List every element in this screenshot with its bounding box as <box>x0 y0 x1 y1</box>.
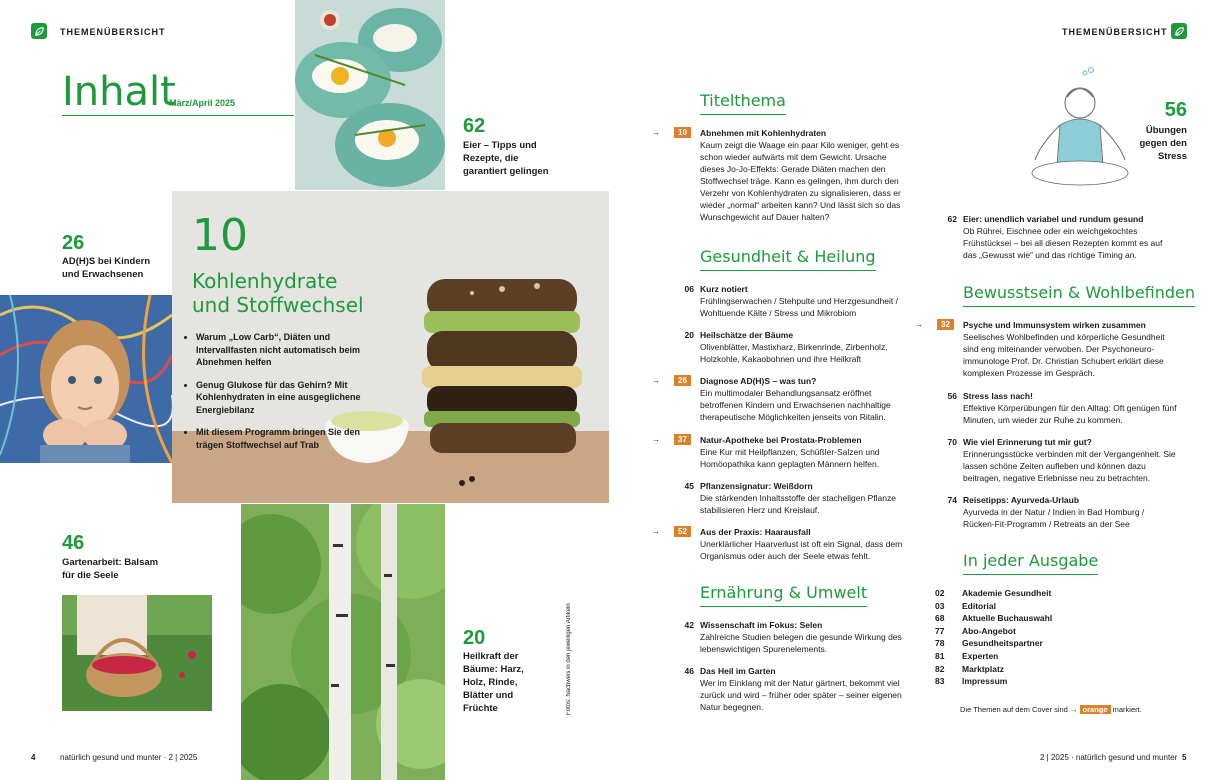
stress-page-number: 56 <box>1164 99 1187 121</box>
section-ernaehrung: Ernährung & Umwelt <box>700 583 867 607</box>
stress-teaser: Übungen gegen den Stress <box>1139 125 1187 162</box>
cover-page-badge: 52 <box>674 526 691 537</box>
right-section-header: THEMENÜBERSICHT <box>1062 27 1168 37</box>
feature-bullet: • Mit diesem Programm bringen Sie den trägen Stoffwechsel auf Trab <box>196 426 361 451</box>
right-footer-text: 2 | 2025 · natürlich gesund und munter <box>1040 753 1178 762</box>
title-rule <box>62 115 294 116</box>
garden-teaser: Gartenarbeit: Balsam für die Seele <box>62 557 159 581</box>
toc-entry-32[interactable]: → 32 Psyche und Immunsystem wirken zusammen Seelisches Wohlbefinden und körperliche Gesundheit sind eng miteinander verwoben. Der Psychoneuro-immunologe Prof. Dr. Christian Schubert erklärt diese komplexen Prozesse im Gespräch. <box>915 320 1165 378</box>
regular-item[interactable]: 81 Experten <box>935 650 999 661</box>
section-bewusstsein: Bewusstsein & Wohlbefinden <box>963 283 1195 307</box>
feature-page-number: 10 <box>192 210 248 261</box>
garden-photo <box>62 595 212 711</box>
regular-item[interactable]: 82 Marktplatz <box>935 663 1005 674</box>
toc-entry-62[interactable]: 62 Eier: unendlich variabel und rundum gesund Ob Rührei, Eischnee oder ein weichgekochtes Frühstücksei – bei all diesen Rezepten kommt es auf das „Gewusst wie“ und das richtige Timing an. <box>947 214 1163 260</box>
left-footer-text: natürlich gesund und munter · 2 | 2025 <box>60 753 198 762</box>
regular-item[interactable]: 78 Gesundheitspartner <box>935 638 1043 649</box>
toc-entry-45[interactable]: 45 Pflanzensignatur: Weißdorn Die stärkenden Inhaltsstoffe der stacheligen Pflanze stabilisieren Herz und Kreislauf. <box>684 481 896 515</box>
toc-entry-56[interactable]: 56 Stress lass nach! Effektive Körperübungen für den Alltag: Oft genügen fünf Minuten, um wieder zur Ruhe zu kommen. <box>947 391 1177 425</box>
eggs-photo <box>295 0 445 190</box>
regular-item[interactable]: 83 Impressum <box>935 676 1008 687</box>
feature-title-line1: Kohlenhydrate <box>192 269 338 293</box>
legend-badge: orange <box>1080 705 1111 714</box>
toc-entry-06[interactable]: 06 Kurz notiert Frühlingserwachen / Stehpulte und Herzgesundheit / Wohltuende Kälte / Stress und Mikrobiom <box>684 284 898 318</box>
cover-arrow-icon: → <box>652 435 660 444</box>
section-ausgabe: In jeder Ausgabe <box>963 551 1098 575</box>
feature-bullet: • Warum „Low Carb“, Diäten und Intervallfasten nicht automatisch beim Abnehmen helfen <box>196 331 361 369</box>
page-title: Inhalt <box>62 69 176 115</box>
photo-credit: Fotos: Nachweis in den jeweiligen Artikeln <box>566 603 572 715</box>
toc-entry-70[interactable]: 70 Wie viel Erinnerung tut mir gut? Erinnerungsstücke verbinden mit der Vergangenheit. Sie lassen schöne Zeiten aufleben und können dazu beitragen, negative Erlebnisse neu zu betrachten. <box>947 437 1176 483</box>
cover-page-badge: 32 <box>937 319 954 330</box>
toc-entry-37[interactable]: → 37 Natur-Apotheke bei Prostata-Problemen Eine Kur mit Heilpflanzen, Schüßler-Salzen und Homöopathika kann geplagten Männern helfen. <box>652 435 880 469</box>
feature-bullets <box>186 331 361 451</box>
section-gesundheit: Gesundheit & Heilung <box>700 247 876 271</box>
issue-date: März/April 2025 <box>169 98 236 108</box>
cover-page-badge: 37 <box>674 434 691 445</box>
toc-entry-52[interactable]: → 52 Aus der Praxis: Haarausfall Unerklärlicher Haarverlust ist oft ein Signal, dass dem Organismus oder auch der Seele etwas fehlt. <box>652 527 903 561</box>
meditation-illustration <box>1025 65 1135 190</box>
toc-entry-74[interactable]: 74 Reisetipps: Ayurveda-Urlaub Ayurveda in der Natur / Indien in Bad Homburg / Rücken-Fit-Programm / Retreats an der See <box>947 495 1145 529</box>
cover-arrow-icon: → <box>1069 705 1078 714</box>
cover-arrow-icon: → <box>652 128 660 137</box>
section-titelthema: Titelthema <box>700 91 786 115</box>
trees-page-number: 20 <box>463 627 486 649</box>
birch-photo <box>241 504 445 780</box>
leaf-logo-icon <box>1171 23 1187 39</box>
regular-items-list <box>935 587 1052 688</box>
leaf-logo-icon <box>31 23 47 39</box>
trees-teaser: Heilkraft der Bäume: Harz, Holz, Rinde, Blätter und Früchte <box>463 651 524 714</box>
child-photo <box>0 295 172 463</box>
garden-page-number: 46 <box>62 532 85 554</box>
toc-entry-20[interactable]: 20 Heilschätze der Bäume Olivenblätter, Mastixharz, Birkenrinde, Zirbenholz, Holzkohle, Kakaobohnen und ihre Heilkraft <box>684 330 888 364</box>
cover-arrow-icon: → <box>652 527 660 536</box>
toc-entry-42[interactable]: 42 Wissenschaft im Fokus: Selen Zahlreiche Studien belegen die gesunde Wirkung des lebenswichtigen Spurenelements. <box>684 620 902 654</box>
cover-page-badge: 26 <box>674 375 691 386</box>
feature-title-line2: und Stoffwechsel <box>192 293 364 317</box>
regular-item[interactable]: 02 Akademie Gesundheit <box>935 588 1052 598</box>
regular-item[interactable]: 77 Abo-Angebot <box>935 625 1016 636</box>
regular-item[interactable]: 68 Aktuelle Buchauswahl <box>935 613 1053 624</box>
cover-arrow-icon: → <box>915 320 923 329</box>
cover-page-badge: 10 <box>674 127 691 138</box>
left-section-header: THEMENÜBERSICHT <box>60 27 166 37</box>
toc-entry-26[interactable]: → 26 Diagnose AD(H)S – was tun? Ein multimodaler Behandlungsansatz eröffnet betroffenen Kindern und Erwachsenen nachhaltige therapeutische Möglichkeiten jenseits von Ritalin. <box>652 376 891 422</box>
eggs-page-number: 62 <box>463 115 486 137</box>
eggs-teaser: Eier – Tipps und Rezepte, die garantiert gelingen <box>463 140 549 177</box>
feature-bullet: • Genug Glukose für das Gehirn? Mit Kohlenhydraten in eine ausgeglichene Energiebilanz <box>196 379 361 417</box>
adhs-page-number: 26 <box>62 232 85 254</box>
feature-box <box>172 191 609 503</box>
right-page-number: 5 <box>1182 753 1187 762</box>
toc-entry-10[interactable]: → 10 Abnehmen mit Kohlenhydraten Kaum zeigt die Waage ein paar Kilo weniger, geht es schon wieder aufwärts mit dem Gewicht. Ursache dieses Jo-Jo-Effekts: Gerade Diäten machen den Stoffwechsel träge. Kann es gelingen, ihm durch den Verzehr von Kohlenhydraten zu signalisieren, dass er wieder „normal“ arbeiten kann? Und lässt sich so das Wunschgewicht auf Dauer halten? <box>652 128 901 222</box>
cover-legend: Die Themen auf dem Cover sind → orange markiert. <box>960 705 1142 714</box>
toc-entry-46[interactable]: 46 Das Heil im Garten Wer im Einklang mit der Natur gärtnert, bekommt viel zurück und wird – früher oder später – seiner eigenen Natur begegnen. <box>684 666 902 712</box>
left-page-number: 4 <box>31 753 36 762</box>
cover-arrow-icon: → <box>652 376 660 385</box>
adhs-teaser: AD(H)S bei Kindern und Erwachsenen <box>62 256 151 280</box>
regular-item[interactable]: 03 Editorial <box>935 600 997 611</box>
